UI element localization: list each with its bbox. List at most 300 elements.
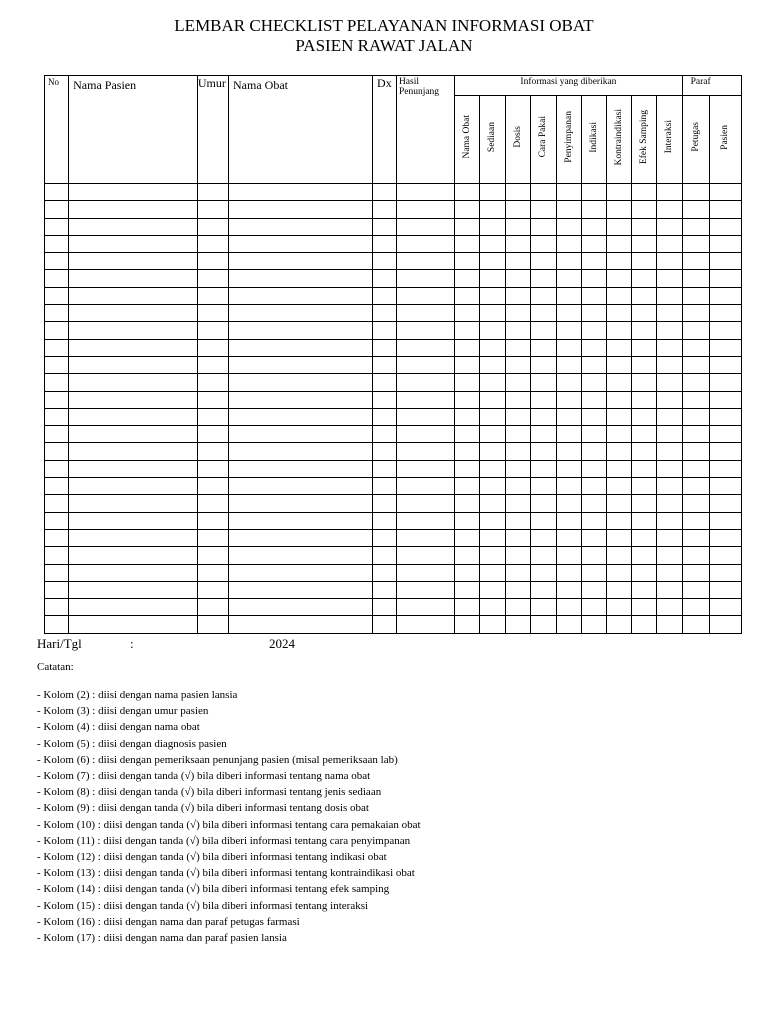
table-cell — [581, 339, 606, 356]
table-cell — [69, 270, 198, 287]
table-cell — [69, 356, 198, 373]
table-cell — [632, 374, 657, 391]
catatan-label: Catatan: — [37, 661, 74, 673]
table-cell — [607, 270, 632, 287]
table-cell — [682, 599, 709, 616]
table-cell — [581, 322, 606, 339]
table-cell — [229, 235, 373, 252]
table-cell — [45, 184, 69, 201]
table-row — [45, 478, 742, 495]
table-cell — [657, 339, 682, 356]
table-cell — [229, 184, 373, 201]
table-cell — [709, 599, 741, 616]
table-cell — [372, 270, 396, 287]
table-cell — [69, 616, 198, 633]
table-cell — [581, 201, 606, 218]
table-cell — [372, 201, 396, 218]
table-cell — [709, 529, 741, 546]
table-cell — [682, 478, 709, 495]
table-cell — [69, 305, 198, 322]
table-cell — [505, 391, 530, 408]
table-cell — [396, 547, 454, 564]
table-cell — [607, 339, 632, 356]
table-cell — [556, 581, 581, 598]
table-cell — [682, 339, 709, 356]
table-cell — [709, 201, 741, 218]
table-cell — [682, 305, 709, 322]
table-cell — [556, 184, 581, 201]
table-cell — [556, 478, 581, 495]
table-cell — [396, 478, 454, 495]
table-cell — [709, 218, 741, 235]
table-cell — [657, 184, 682, 201]
table-cell — [229, 287, 373, 304]
table-cell — [372, 356, 396, 373]
table-row — [45, 529, 742, 546]
table-cell — [480, 616, 505, 633]
table-cell — [372, 305, 396, 322]
table-cell — [480, 443, 505, 460]
table-cell — [607, 391, 632, 408]
table-cell — [607, 564, 632, 581]
table-cell — [530, 270, 556, 287]
table-cell — [505, 201, 530, 218]
table-cell — [480, 218, 505, 235]
info-column-header-label: Indikasi — [589, 121, 600, 153]
table-cell — [396, 408, 454, 425]
table-cell — [455, 201, 480, 218]
info-column-header-1 — [480, 96, 505, 184]
table-row — [45, 460, 742, 477]
table-cell — [455, 305, 480, 322]
table-cell — [229, 218, 373, 235]
table-cell — [480, 339, 505, 356]
table-cell — [396, 460, 454, 477]
table-cell — [607, 460, 632, 477]
table-cell — [709, 270, 741, 287]
table-cell — [480, 270, 505, 287]
table-cell — [505, 495, 530, 512]
table-cell — [69, 495, 198, 512]
table-cell — [229, 512, 373, 529]
table-cell — [480, 408, 505, 425]
checklist-table — [44, 75, 742, 634]
table-cell — [530, 616, 556, 633]
table-cell — [607, 374, 632, 391]
table-cell — [45, 581, 69, 598]
table-cell — [709, 426, 741, 443]
table-cell — [505, 564, 530, 581]
table-cell — [530, 253, 556, 270]
table-cell — [455, 564, 480, 581]
table-cell — [505, 460, 530, 477]
table-cell — [229, 408, 373, 425]
table-cell — [229, 460, 373, 477]
table-cell — [556, 391, 581, 408]
table-cell — [530, 512, 556, 529]
table-cell — [455, 460, 480, 477]
table-cell — [455, 426, 480, 443]
table-cell — [480, 391, 505, 408]
table-cell — [69, 478, 198, 495]
info-column-header-label: Penyimpanan — [563, 111, 574, 163]
table-cell — [197, 270, 228, 287]
table-cell — [69, 529, 198, 546]
table-cell — [229, 616, 373, 633]
table-cell — [480, 529, 505, 546]
table-cell — [197, 391, 228, 408]
table-cell — [69, 564, 198, 581]
table-cell — [480, 305, 505, 322]
table-cell — [480, 356, 505, 373]
table-cell — [372, 426, 396, 443]
table-cell — [45, 408, 69, 425]
table-cell — [480, 599, 505, 616]
table-cell — [632, 426, 657, 443]
note-item: - Kolom (2) : diisi dengan nama pasien lansia — [37, 689, 238, 701]
table-cell — [632, 599, 657, 616]
table-cell — [455, 253, 480, 270]
table-cell — [581, 305, 606, 322]
table-cell — [396, 339, 454, 356]
table-cell — [45, 218, 69, 235]
table-row — [45, 322, 742, 339]
table-cell — [709, 512, 741, 529]
table-cell — [607, 599, 632, 616]
table-cell — [455, 339, 480, 356]
table-cell — [607, 253, 632, 270]
table-cell — [45, 339, 69, 356]
table-cell — [455, 391, 480, 408]
table-cell — [229, 443, 373, 460]
table-row — [45, 426, 742, 443]
table-cell — [45, 356, 69, 373]
table-cell — [581, 460, 606, 477]
table-cell — [556, 443, 581, 460]
table-cell — [455, 529, 480, 546]
document-title: LEMBAR CHECKLIST PELAYANAN INFORMASI OBAT — [174, 16, 594, 35]
table-cell — [657, 322, 682, 339]
table-row — [45, 235, 742, 252]
table-cell — [632, 356, 657, 373]
table-cell — [372, 408, 396, 425]
table-cell — [607, 495, 632, 512]
table-cell — [530, 201, 556, 218]
table-cell — [682, 495, 709, 512]
table-cell — [229, 305, 373, 322]
info-column-header-label: Efek Samping — [639, 109, 650, 165]
note-item: - Kolom (17) : diisi dengan nama dan paraf pasien lansia — [37, 932, 287, 945]
info-column-header-label: Nama Obat — [462, 115, 473, 159]
table-cell — [480, 426, 505, 443]
header-umur: Umur — [197, 76, 228, 184]
table-cell — [45, 270, 69, 287]
table-cell — [197, 356, 228, 373]
table-cell — [197, 374, 228, 391]
table-row — [45, 512, 742, 529]
info-column-header-label: Kontraindikasi — [614, 108, 625, 166]
note-item: - Kolom (5) : diisi dengan diagnosis pasien — [37, 737, 227, 750]
table-cell — [480, 478, 505, 495]
info-column-header-label: Dosis — [512, 126, 523, 148]
table-cell — [396, 495, 454, 512]
table-cell — [45, 201, 69, 218]
table-cell — [45, 495, 69, 512]
table-cell — [709, 287, 741, 304]
table-cell — [682, 460, 709, 477]
table-cell — [505, 443, 530, 460]
table-cell — [556, 495, 581, 512]
table-cell — [530, 408, 556, 425]
table-cell — [607, 547, 632, 564]
table-cell — [709, 253, 741, 270]
table-cell — [197, 287, 228, 304]
table-cell — [229, 564, 373, 581]
hari-tgl-year: 2024 — [269, 636, 295, 651]
table-cell — [682, 374, 709, 391]
table-cell — [69, 460, 198, 477]
table-cell — [581, 426, 606, 443]
table-row — [45, 218, 742, 235]
header-nama-pasien: Nama Pasien — [69, 76, 198, 184]
table-cell — [530, 547, 556, 564]
table-cell — [556, 201, 581, 218]
table-cell — [372, 512, 396, 529]
table-row — [45, 201, 742, 218]
table-cell — [530, 581, 556, 598]
table-cell — [197, 460, 228, 477]
table-cell — [581, 581, 606, 598]
table-cell — [657, 443, 682, 460]
hari-tgl-label: Hari/Tgl — [37, 636, 82, 651]
table-cell — [480, 235, 505, 252]
table-cell — [709, 547, 741, 564]
table-cell — [229, 478, 373, 495]
table-cell — [396, 512, 454, 529]
table-cell — [396, 391, 454, 408]
table-cell — [581, 253, 606, 270]
table-cell — [229, 599, 373, 616]
table-cell — [632, 287, 657, 304]
table-cell — [505, 356, 530, 373]
info-column-header-3 — [530, 96, 556, 184]
table-cell — [396, 374, 454, 391]
table-cell — [657, 512, 682, 529]
table-cell — [682, 184, 709, 201]
table-cell — [632, 564, 657, 581]
table-cell — [372, 339, 396, 356]
note-item: - Kolom (4) : diisi dengan nama obat — [37, 721, 200, 734]
table-cell — [505, 253, 530, 270]
table-cell — [530, 599, 556, 616]
table-cell — [632, 218, 657, 235]
table-cell — [632, 616, 657, 633]
table-cell — [709, 235, 741, 252]
table-cell — [229, 322, 373, 339]
table-cell — [556, 218, 581, 235]
table-cell — [632, 512, 657, 529]
header-hasil-penunjang: Hasil Penunjang — [396, 76, 454, 184]
table-cell — [581, 287, 606, 304]
table-cell — [396, 356, 454, 373]
table-cell — [632, 547, 657, 564]
info-column-header-label: Cara Pakai — [538, 116, 549, 158]
table-cell — [632, 478, 657, 495]
table-cell — [396, 305, 454, 322]
table-cell — [607, 356, 632, 373]
table-cell — [556, 616, 581, 633]
info-column-header-5 — [581, 96, 606, 184]
table-cell — [581, 235, 606, 252]
table-cell — [581, 599, 606, 616]
table-row — [45, 564, 742, 581]
table-cell — [657, 253, 682, 270]
table-cell — [396, 235, 454, 252]
table-cell — [709, 339, 741, 356]
table-cell — [632, 322, 657, 339]
table-cell — [709, 581, 741, 598]
table-cell — [455, 581, 480, 598]
table-cell — [607, 218, 632, 235]
table-cell — [581, 391, 606, 408]
table-cell — [657, 426, 682, 443]
table-cell — [45, 426, 69, 443]
paraf-column-header-label: Pasien — [720, 124, 731, 150]
table-cell — [505, 408, 530, 425]
table-cell — [632, 184, 657, 201]
table-cell — [632, 529, 657, 546]
table-cell — [530, 564, 556, 581]
table-cell — [709, 443, 741, 460]
table-cell — [556, 356, 581, 373]
table-row — [45, 253, 742, 270]
table-cell — [505, 426, 530, 443]
table-row — [45, 339, 742, 356]
table-row — [45, 374, 742, 391]
table-cell — [455, 478, 480, 495]
table-cell — [69, 408, 198, 425]
table-cell — [632, 408, 657, 425]
table-cell — [632, 460, 657, 477]
table-cell — [682, 356, 709, 373]
table-row — [45, 184, 742, 201]
table-cell — [69, 581, 198, 598]
table-cell — [229, 495, 373, 512]
table-cell — [657, 564, 682, 581]
table-cell — [229, 547, 373, 564]
table-cell — [709, 391, 741, 408]
table-cell — [581, 495, 606, 512]
table-cell — [505, 184, 530, 201]
table-cell — [709, 460, 741, 477]
table-cell — [229, 391, 373, 408]
table-cell — [556, 287, 581, 304]
table-cell — [480, 253, 505, 270]
info-column-header-label: Interaksi — [664, 120, 675, 154]
table-cell — [197, 599, 228, 616]
table-cell — [396, 184, 454, 201]
table-cell — [372, 184, 396, 201]
table-cell — [709, 616, 741, 633]
table-cell — [607, 512, 632, 529]
header-paraf-group: Paraf — [682, 76, 741, 96]
table-cell — [396, 529, 454, 546]
table-cell — [709, 564, 741, 581]
table-cell — [480, 287, 505, 304]
table-cell — [556, 253, 581, 270]
table-cell — [505, 512, 530, 529]
table-cell — [455, 599, 480, 616]
table-cell — [657, 218, 682, 235]
table-cell — [45, 287, 69, 304]
header-informasi-group: Informasi yang diberikan — [455, 76, 682, 96]
table-cell — [197, 512, 228, 529]
table-cell — [530, 235, 556, 252]
table-cell — [197, 529, 228, 546]
note-item: - Kolom (3) : diisi dengan umur pasien — [37, 705, 209, 718]
note-item: - Kolom (14) : diisi dengan tanda (√) bila diberi informasi tentang efek samping — [37, 883, 390, 896]
note-item: - Kolom (8) : diisi dengan tanda (√) bila diberi informasi tentang jenis sediaan — [37, 786, 382, 799]
table-cell — [581, 478, 606, 495]
table-cell — [455, 184, 480, 201]
table-cell — [709, 356, 741, 373]
table-cell — [709, 408, 741, 425]
table-cell — [396, 443, 454, 460]
table-cell — [505, 547, 530, 564]
notes-list — [37, 687, 421, 946]
table-cell — [530, 287, 556, 304]
table-cell — [455, 322, 480, 339]
table-cell — [69, 391, 198, 408]
note-item: - Kolom (11) : diisi dengan tanda (√) bila diberi informasi tentang cara penyimpanan — [37, 834, 411, 847]
table-cell — [229, 253, 373, 270]
table-cell — [505, 529, 530, 546]
table-cell — [372, 253, 396, 270]
table-cell — [45, 391, 69, 408]
table-cell — [372, 478, 396, 495]
table-cell — [682, 391, 709, 408]
table-cell — [69, 443, 198, 460]
table-cell — [607, 201, 632, 218]
table-cell — [556, 426, 581, 443]
table-cell — [480, 564, 505, 581]
table-cell — [480, 512, 505, 529]
document-subtitle: PASIEN RAWAT JALAN — [295, 36, 473, 55]
table-cell — [530, 426, 556, 443]
note-item: - Kolom (13) : diisi dengan tanda (√) bila diberi informasi tentang kontraindikasi obat — [37, 867, 415, 880]
table-cell — [682, 547, 709, 564]
info-column-header-2 — [505, 96, 530, 184]
table-cell — [455, 235, 480, 252]
table-cell — [480, 495, 505, 512]
table-row — [45, 443, 742, 460]
table-cell — [372, 495, 396, 512]
table-cell — [505, 616, 530, 633]
table-cell — [682, 253, 709, 270]
note-item: - Kolom (16) : diisi dengan nama dan paraf petugas farmasi — [37, 915, 300, 928]
table-cell — [556, 529, 581, 546]
table-cell — [682, 426, 709, 443]
table-cell — [505, 322, 530, 339]
table-cell — [530, 443, 556, 460]
table-cell — [556, 460, 581, 477]
table-cell — [396, 322, 454, 339]
table-cell — [607, 443, 632, 460]
table-cell — [45, 616, 69, 633]
table-cell — [69, 599, 198, 616]
table-cell — [709, 305, 741, 322]
table-cell — [229, 270, 373, 287]
